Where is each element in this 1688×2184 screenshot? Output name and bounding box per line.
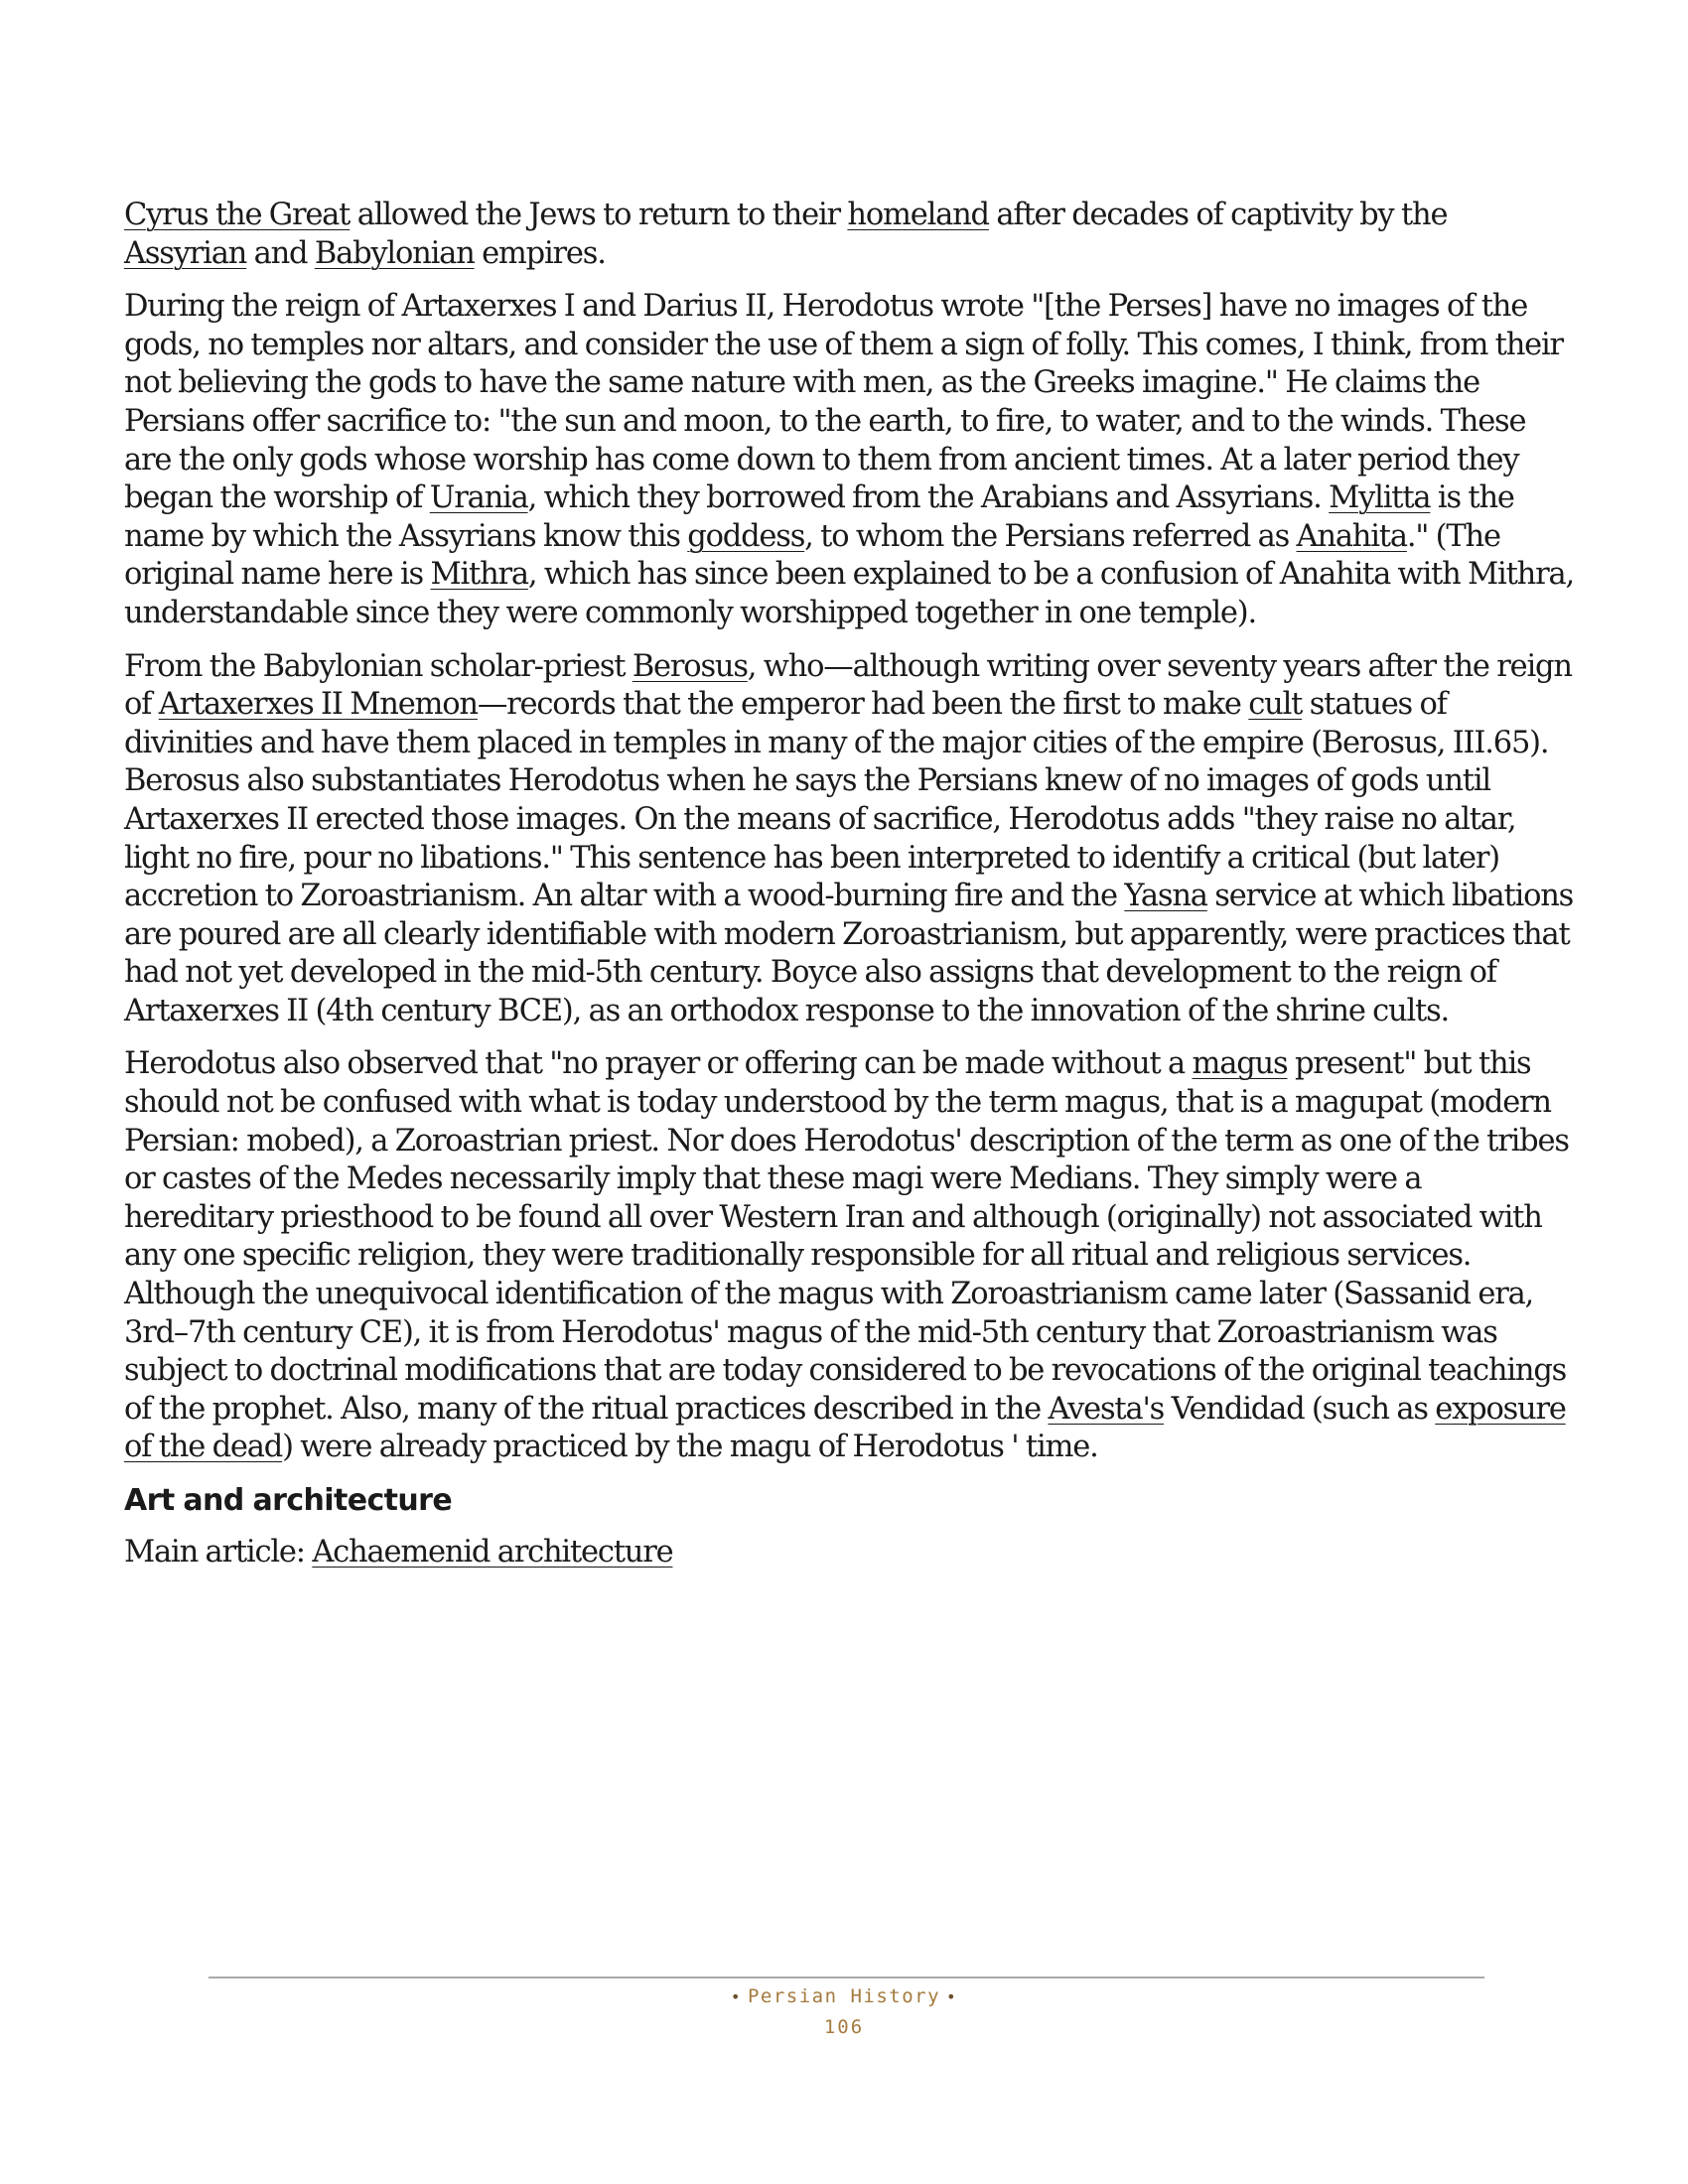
text-run: From the Babylonian scholar-priest xyxy=(124,648,633,684)
link-mithra[interactable]: Mithra xyxy=(430,557,528,593)
text-run: ." (The original name here is xyxy=(124,518,1500,593)
link-berosus[interactable]: Berosus xyxy=(632,648,748,684)
text-run: allowed the Jews to return to their xyxy=(350,198,848,232)
text-run: and xyxy=(246,235,315,271)
paragraph xyxy=(124,648,1576,1031)
text-run: after decades of captivity by the xyxy=(988,198,1448,232)
text-run: , who—although writing over seventy years after the reign of xyxy=(124,648,1572,723)
link-anahita[interactable]: Anahita xyxy=(1296,518,1407,554)
text-run: —records that the emperor had been the first to make xyxy=(477,687,1249,723)
section-heading: Art and architecture xyxy=(124,1483,453,1518)
link-avestas[interactable]: Avesta's xyxy=(1048,1391,1165,1427)
link-artaxerxes-ii-mnemon[interactable]: Artaxerxes II Mnemon xyxy=(158,687,478,723)
paragraph xyxy=(124,288,1576,632)
bullet-icon: • xyxy=(946,1987,958,2006)
text-run: statues of divinities and have them placed in temples in many of the major cities of the empire (Berosus, III.65). Berosus also substantiates Herodotus when he says the Persians knew of no images of gods until Artaxerxes II erected those images. On the means of sacrifice, Herodotus adds "they raise no altar, light no fire, pour no libations." This sentence has been interpreted to identify a critical (but later) accretion to Zoroastrianism. An altar with a wood-burning fire and the xyxy=(124,687,1549,914)
text-run: During the reign of Artaxerxes I and Darius II, Herodotus wrote "[the Perses] have no images of the gods, no temples nor altars, and consider the use of them a sign of folly. This comes, I think, from their not believing the gods to have the same nature with men, as the Greeks imagine." He claims the Persians offer sacrifice to: "the sun and moon, to the earth, to fire, to water, and to the winds. These are the only gods whose worship has come down to them from ancient times. At a later period they began the worship of xyxy=(124,289,1563,516)
text-run: service at which libations are poured are all clearly identifiable with modern Zoroastrianism, but apparently, were practices that had not yet developed in the mid-5th century. Boyce also assigns that development to the reign of Artaxerxes II (4th century BCE), as an orthodox response to the innovation of the shrine cults. xyxy=(124,879,1574,1028)
text-run: Herodotus also observed that "no prayer or offering can be made without a xyxy=(124,1046,1193,1082)
footer-divider xyxy=(209,1977,1484,1979)
link-goddess[interactable]: goddess xyxy=(687,518,805,554)
link-exposure-of-the-dead[interactable]: exposure of the dead xyxy=(124,1391,1566,1465)
link-achaemenid-architecture[interactable]: Achaemenid architecture xyxy=(312,1535,673,1570)
link-mylitta[interactable]: Mylitta xyxy=(1329,480,1431,516)
text-run: present" but this should not be confused with what is today understood by the term magus, that is a magupat (modern Persian: mobed), a Zoroastrian priest. Nor does Herodotus' description of the term as one of the tribes or castes of the Medes necessarily imply that these magi were Medians. They simply were a hereditary priesthood to be found all over Western Iran and although (originally) not associated with any one specific religion, they were traditionally responsible for all ritual and religious services. Although the unequivocal identification of the magus with Zoroastrianism came later (Sassanid era, 3rd–7th century CE), it is from Herodotus' magus of the mid-5th century that Zoroastrianism was subject to doctrinal modifications that are today considered to be revocations of the original teachings of the prophet. Also, many of the ritual practices described in the xyxy=(124,1046,1569,1427)
paragraph xyxy=(124,197,1576,273)
text-run: , to whom the Persians referred as xyxy=(804,518,1297,554)
footer-title xyxy=(0,1981,1688,2012)
text-run: , which has since been explained to be a confusion of Anahita with Mithra, understandable since they were commonly worshipped together in one temple). xyxy=(124,557,1574,630)
text-run: empires. xyxy=(474,235,606,271)
link-cyrus-the-great[interactable]: Cyrus the Great xyxy=(124,198,351,232)
link-babylonian[interactable]: Babylonian xyxy=(314,235,475,271)
text-run: , which they borrowed from the Arabians and Assyrians. xyxy=(527,480,1330,516)
main-article-label: Main article: xyxy=(124,1535,313,1570)
link-urania[interactable]: Urania xyxy=(429,480,528,516)
link-yasna[interactable]: Yasna xyxy=(1124,879,1207,914)
page-number: 106 xyxy=(823,2016,865,2038)
text-run: is the name by which the Assyrians know this xyxy=(124,480,1514,554)
link-magus[interactable]: magus xyxy=(1192,1046,1288,1082)
text-run: Vendidad (such as xyxy=(1164,1391,1436,1427)
text-run: ) were already practiced by the magu of Herodotus ' time. xyxy=(282,1430,1098,1465)
paragraph xyxy=(124,1045,1576,1467)
link-homeland[interactable]: homeland xyxy=(847,198,989,232)
footer-title-text: Persian History xyxy=(747,1985,941,2007)
bullet-icon: • xyxy=(730,1987,742,2006)
main-article-note xyxy=(124,1534,1576,1572)
link-cult[interactable]: cult xyxy=(1248,687,1303,723)
document-body xyxy=(124,197,1576,1572)
link-assyrian[interactable]: Assyrian xyxy=(124,235,247,271)
